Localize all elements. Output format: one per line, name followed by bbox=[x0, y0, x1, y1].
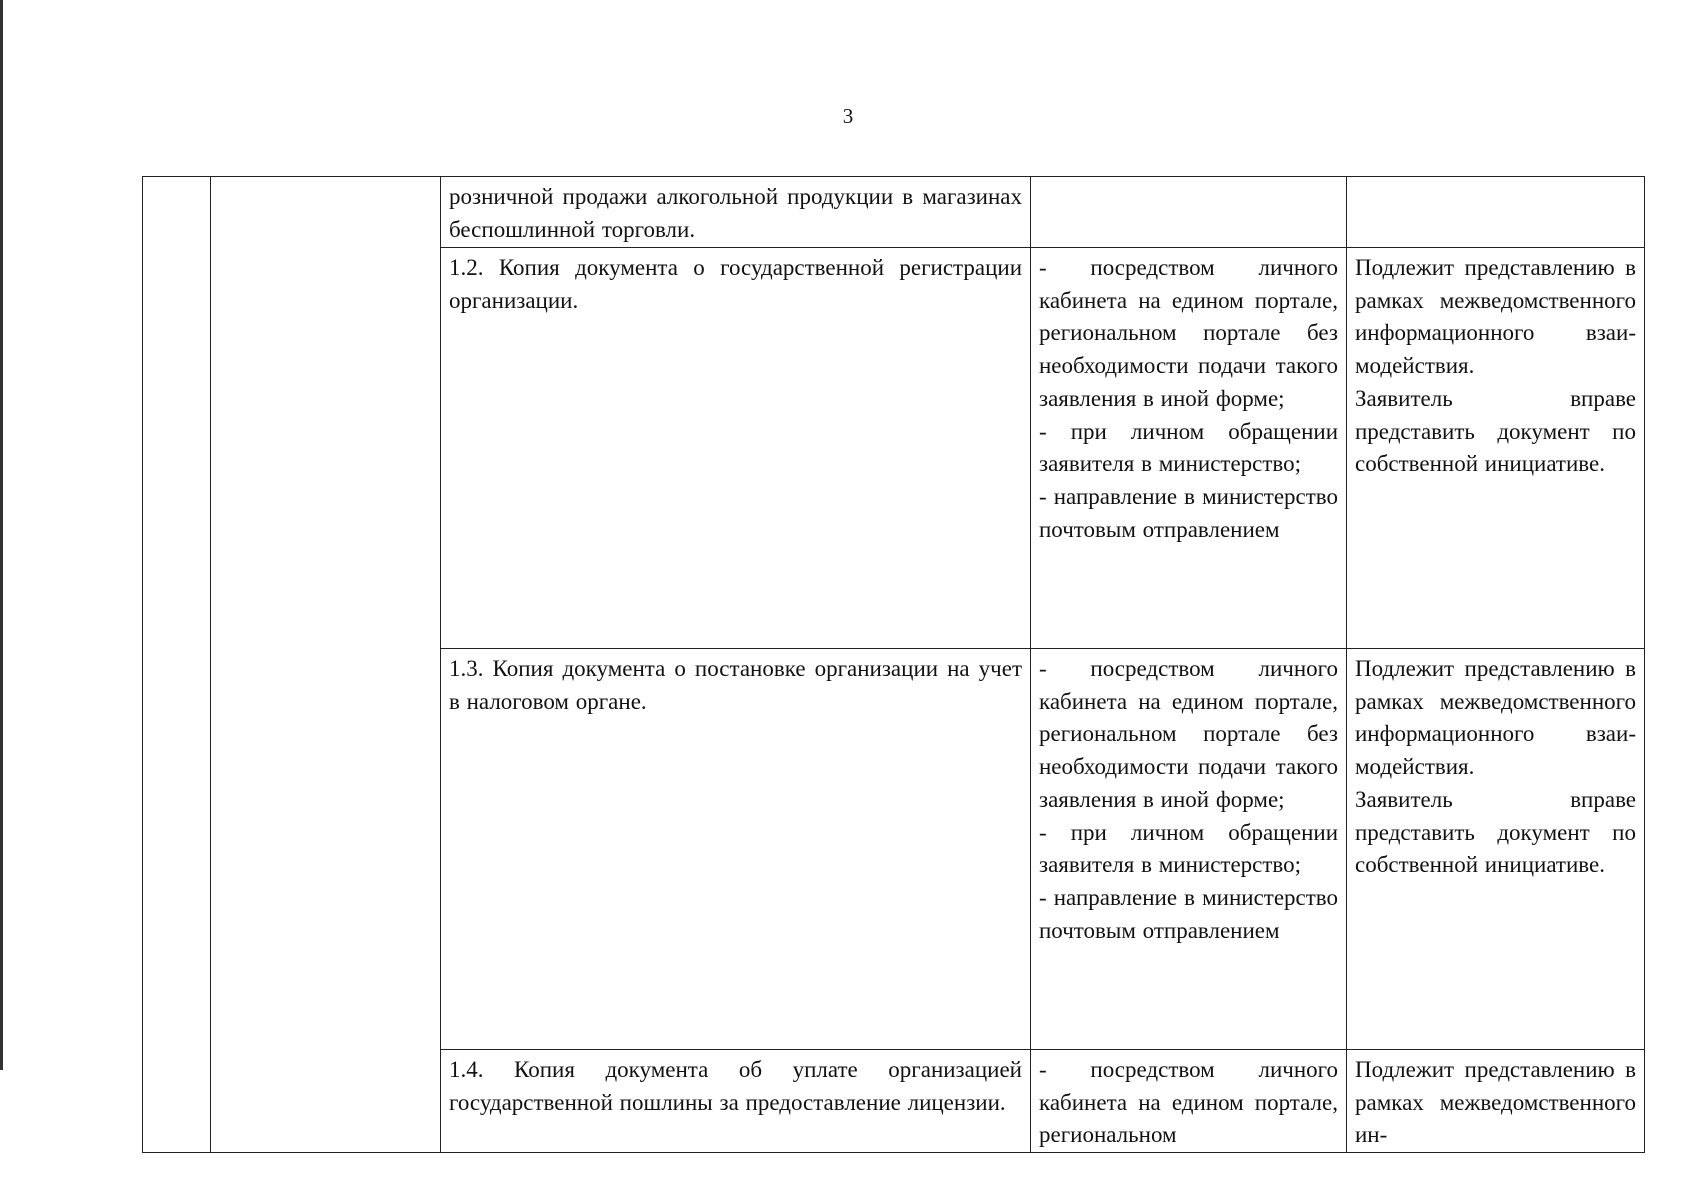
note-paragraph: Подлежит представлению в рамках межведомственного информационного взаимодействия. bbox=[1355, 255, 1636, 379]
method-item: - при личном обращении заявителя в министерство; bbox=[1039, 819, 1338, 878]
method-item: - при личном обращении заявителя в министерство; bbox=[1039, 418, 1338, 477]
document-cell: 1.2. Копия документа о государственной регистрации организации. bbox=[441, 248, 1031, 649]
requirements-table bbox=[142, 176, 1645, 1153]
method-item: - направление в министерство почтовым отправлением bbox=[1039, 483, 1338, 542]
note-cell bbox=[1347, 248, 1645, 649]
number-column-cell bbox=[143, 177, 211, 1153]
note-cell bbox=[1347, 1050, 1645, 1153]
scan-edge-line bbox=[0, 0, 3, 1070]
submission-method-cell bbox=[1031, 248, 1347, 649]
document-cell: 1.4. Копия документа об уплате организацией государственной пошлины за предоставление лицензии. bbox=[441, 1050, 1031, 1153]
note-paragraph: Подлежит представлению в рамках межведомственного информационного взаимодействия. bbox=[1355, 656, 1636, 780]
submission-method-cell bbox=[1031, 649, 1347, 1050]
note-cell bbox=[1347, 177, 1645, 248]
method-item: - посредством личного кабинета на едином портале, региональном портале без необходимости подачи такого заявления в иной форме; bbox=[1039, 255, 1338, 411]
note-paragraph: Подлежит представлению в рамках межведомственного ин- bbox=[1355, 1057, 1636, 1148]
method-item: - посредством личного кабинета на едином портале, региональном портале без необходимости подачи такого заявления в иной форме; bbox=[1039, 656, 1338, 812]
method-item: - направление в министерство почтовым отправлением bbox=[1039, 884, 1338, 943]
note-paragraph: Заявитель вправе представить документ по собственной инициативе. bbox=[1355, 786, 1636, 878]
submission-method-cell bbox=[1031, 177, 1347, 248]
submission-method-cell bbox=[1031, 1050, 1347, 1153]
document-cell: розничной продажи алкогольной продукции в магазинах беспошлинной торговли. bbox=[441, 177, 1031, 248]
page-number: 3 bbox=[842, 104, 854, 128]
note-paragraph: Заявитель вправе представить документ по собственной инициативе. bbox=[1355, 385, 1636, 477]
service-name-column-cell bbox=[211, 177, 441, 1153]
method-item: - посредством личного кабинета на едином портале, региональном bbox=[1039, 1057, 1338, 1148]
document-cell: 1.3. Копия документа о постановке организации на учет в налоговом органе. bbox=[441, 649, 1031, 1050]
table-row bbox=[143, 177, 1645, 248]
note-cell bbox=[1347, 649, 1645, 1050]
